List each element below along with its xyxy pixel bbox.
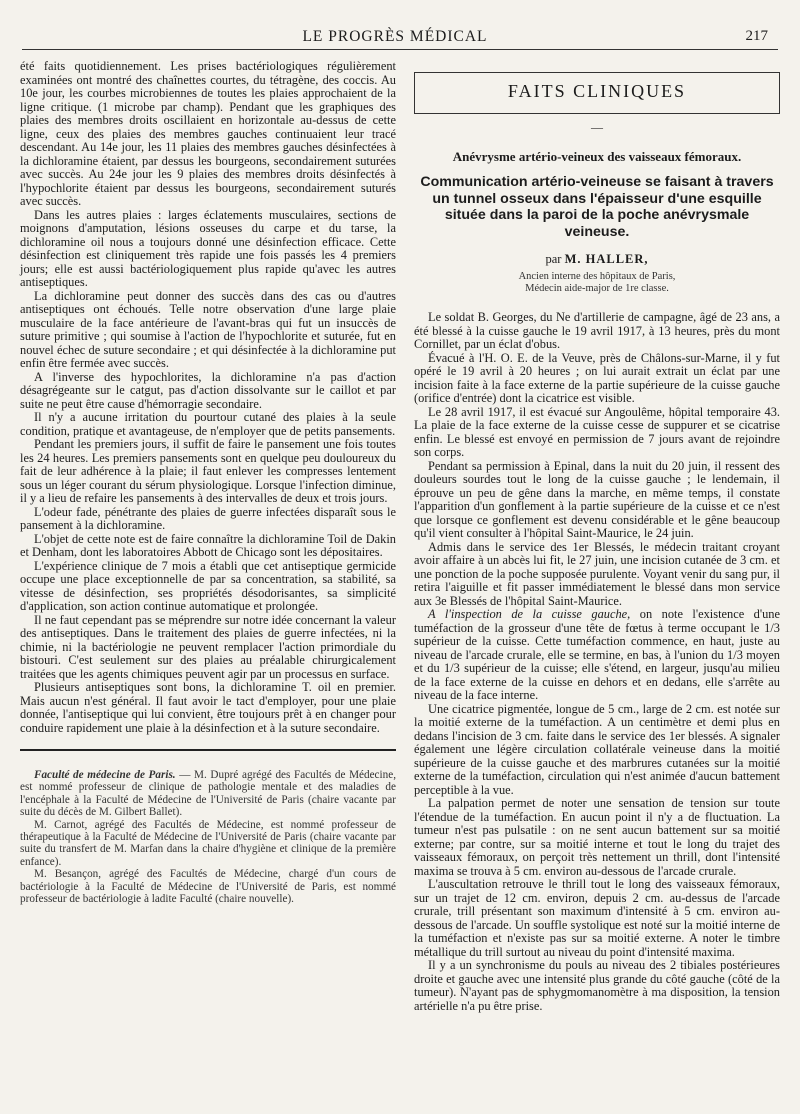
journal-title: LE PROGRÈS MÉDICAL (302, 28, 488, 45)
right-column (414, 60, 780, 1013)
paragraph: La dichloramine peut donner des succès dans des cas ou d'autres antiseptiques ont échoués. Telle notre observation d'une large plaie musculaire de la face antérieure de l'avant-bras qui fut un insuccès de suture primitive ; qui soumise à l'action de l'hypochlorite et suturée, fut en nouvel échec de suture secondaire ; et qui désinfectée à la dichloramine put enfin être fermée avec succès. (20, 288, 396, 370)
paragraph: L'objet de cette note est de faire connaître la dichloramine Toil de Dakin et Denham, dont les laboratoires Abbott de Chicago sont les dépositaires. (20, 531, 396, 559)
section-divider (20, 749, 396, 751)
credential-line: Médecin aide-major de 1re classe. (525, 283, 669, 294)
inspection-text: , on note l'existence d'une tuméfaction de la grosseur d'une tête de fœtus à terme occupant le 1/3 supérieur de la cuisse. Cette tuméfaction commence, en haut, juste au niveau de l'arcade crurale, elle se termine, en bas, à l'union du 1/3 moyen et du 1/3 supérieur de la cuisse; elle s'étend, en largeur, jusqu'au milieu de la face externe de la cuisse en dehors et en dedans, elle s'arrête au niveau de la face interne. (414, 607, 781, 702)
paragraph: Dans les autres plaies : larges éclatements musculaires, sections de moignons d'amputation, lésions osseuses du carpe et du tarse, la dichloramine oil nous a toujours donné une désinfection efficace. Cette désinfection est cliniquement très rapide une fois passés les 4 premiers jours; elle est aussi bactériologiquement plus rapide qu'avec les autres antiseptiques. (20, 207, 396, 289)
section-title: FAITS CLINIQUES (507, 81, 687, 101)
paragraph: A l'inverse des hypochlorites, la dichloramine n'a pas d'action désagrégeante sur le catgut, pas d'action dissolvante sur le caillot et par suite ne peut être cause d'hémorragie secondaire. (20, 369, 396, 411)
paragraph: L'auscultation retrouve le thrill tout le long des vaisseaux fémoraux, sur un trajet de 12 cm. environ, depuis 2 cm. au-dessus de l'arcade crurale, trill présentant son maximum d'intensité à 5 cm. environ au-dessous de l'arcade. Un souffle systolique est noté sur la moitié interne de la tuméfaction et n'existe pas sur sa moitié externe. A noter le timbre métallique du trill surtout au niveau du point d'intensité maxima. (414, 877, 780, 959)
paragraph: Pendant sa permission à Epinal, dans la nuit du 20 juin, il ressent des douleurs sourdes tout le long de la cuisse gauche ; le lendemain, il éprouve un peu de gêne dans la marche, en même temps, il constate l'apparition d'un gonflement à la partie supérieure de la cuisse et ce n'est que lorsque ce gonflement est devenu considérable et le gêne beaucoup qu'il vient consulter à l'hôpital Saint-Maurice, le 24 juin. (414, 458, 780, 540)
faculty-news: M. Carnot, agrégé des Facultés de Médecine, est nommé professeur de thérapeutique à la Faculté de Médecine de l'Université de Paris (chaire vacante par suite du transfert de M. Marfan dans la chaire d'hygiène et clinique de la première enfance). (20, 818, 396, 868)
credential-line: Ancien interne des hôpitaux de Paris, (518, 271, 676, 282)
page-number: 217 (745, 28, 768, 44)
faculty-title: Faculté de médecine de Paris. (34, 769, 176, 781)
paragraph (414, 608, 780, 703)
paragraph: Le 28 avril 1917, il est évacué sur Angoulême, hôpital temporaire 43. La plaie de la face externe de la cuisse cesse de suppurer et se cicatrise enfin. Le blessé est envoyé en permission de 7 jours avant de rejoindre son corps. (414, 404, 780, 459)
paragraph: Pendant les premiers jours, il suffit de faire le pansement une fois toutes les 24 heures. Les premiers pansements sont en quelque peu douloureux du fait de leur adhérence à la plaie; il faut enlever les compresses lentement sous un léger courant du sérum physiologique. Lorsque l'infection diminue, il y a lieu de refaire les pansements à des intervalles de deux et trois jours. (20, 437, 396, 505)
faculty-news: M. Besançon, agrégé des Facultés de Médecine, chargé d'un cours de bactériologie à la Faculté de Médecine de l'Université de Paris, est nommé professeur de bactériologie à ladite Faculté (chaire nouvelle). (20, 868, 396, 906)
header-rule (22, 49, 778, 50)
paragraph: Il y a un synchronisme du pouls au niveau des 2 tibiales postérieures droite et gauche avec une intensité plus grande du côté gauche (côté de la tumeur). N'ayant pas de sphygmomanomètre à ma disposition, la tension artérielle n'a pu être prise. (414, 958, 780, 1013)
paragraph: Il ne faut cependant pas se méprendre sur notre idée concernant la valeur des antiseptiques. Dans le traitement des plaies de guerre infectées, ni la chimie, ni la bactériologie ne peuvent remplacer l'action primordiale du bistouri. C'est seulement sur des plaies au préalable chirurgicalement traitées que les agents chimiques peuvent agir par un processus en surface. (20, 612, 396, 681)
author-prefix: par (545, 252, 565, 266)
inspection-label: A l'inspection de la cuisse gauche (428, 607, 628, 621)
section-box (414, 72, 780, 114)
paragraph: Une cicatrice pigmentée, longue de 5 cm., large de 2 cm. est notée sur la moitié externe de la tuméfaction. A un centimètre et demi plus en dedans l'incision de 3 cm. faite dans le service des 1er blessés. A signaler également une légère circulation collatérale veineuse dans la moitié supérieure de la cuisse gauche et des marbrures cutanées sur la moitié externe de la tuméfaction, circulation qui n'est animée d'aucun battement perceptible à la vue. (414, 701, 780, 797)
left-column (20, 60, 396, 905)
faculty-news (20, 769, 396, 819)
paragraph: La palpation permet de noter une sensation de tension sur toute l'étendue de la tuméfaction. En aucun point il n'y a de fluctuation. La tumeur n'est pas pulsatile : on ne sent aucun battement sur sa moitié externe; par contre, sur sa moitié interne et tout le long du trajet des vaisseaux fémoraux, on perçoit très nettement un thrill, dont l'intensité maxima se trouva à 5 cm. environ au-dessous de l'arcade crurale. (414, 796, 780, 878)
paragraph: Le soldat B. Georges, du Ne d'artillerie de campagne, âgé de 23 ans, a été blessé à la cuisse gauche le 19 avril 1917, à 13 heures, près du mont Cornillet, par un éclat d'obus. (414, 310, 780, 351)
running-header (22, 28, 768, 48)
paragraph: Plusieurs antiseptiques sont bons, la dichloramine T. oil en premier. Mais aucun n'est général. Il faut avoir le tact d'employer, pour une plaie donnée, l'antiseptique qui lui convient, être toujours prêt à en changer pour conduire rapidement une plaie à la désinfection et à la suture secondaire. (20, 680, 396, 735)
paragraph: L'expérience clinique de 7 mois a établi que cet antiseptique germicide occupe une place exceptionnelle de par sa concentration, sa stabilité, sa vitesse de désinfection, ses propriétés désodorisantes, sa simplicité d'application, son action continue automatique et prolongée. (20, 558, 396, 613)
author-credentials (414, 271, 780, 295)
article-title: Communication artério-veineuse se faisant à travers un tunnel osseux dans l'épaisseur d'une esquille située dans la paroi de la poche anévrysmale veineuse. (420, 174, 774, 240)
article-subtitle: Anévrysme artério-veineux des vaisseaux fémoraux. (452, 149, 742, 164)
paragraph: Admis dans le service des 1er Blessés, le médecin traitant croyant avoir affaire à un abcès lui fit, le 27 juin, une incision cutanée de 3 cm. et une ponction de la poche supposée purulente. Voyant venir du sang pur, il retira l'aiguille et fit passer immédiatement le blessé dans mon service aux 3e Blessés de l'hôpital Saint-Maurice. (414, 539, 780, 608)
faculty-text: — M. Dupré agrégé des Facultés de Médecine, est nommé professeur de clinique de pathologie mentale et des maladies de l'encéphale à la Faculté de Médecine de l'Université de Paris (chaire vacante par suite du décès de M. Gilbert Ballet). (20, 769, 396, 819)
title-dash: — (591, 120, 603, 134)
paragraph: été faits quotidiennement. Les prises bactériologiques régulièrement examinées ont montré des chaînettes courtes, du tétragène, des coccis. Au 10e jour, les courbes microbiennes de toutes les plaies approchaient de la ligne critique. (1 microbe par champ). Pendant que les graphiques des plaies des membres droits oscillaient en horizontale au-dessus de cette ligne, ceux des plaies des membres gauches continuaient leur tracé descendant. Au 14e jour, les 11 plaies des membres gauches désinfectées à la dichloramine étaient, par dessus les bourgeons, secondairement suturées avec succès. Au 24e jour les 9 plaies des membres droits désinfectés à l'hypochlorite étaient par dessus les bourgeons, secondairement suturés avec succès. (20, 59, 396, 208)
paragraph: L'odeur fade, pénétrante des plaies de guerre infectées disparaît sous le pansement à la dichloramine. (20, 504, 396, 532)
author-name: M. HALLER, (564, 252, 649, 266)
author-line (414, 252, 780, 267)
paragraph: Évacué à l'H. O. E. de la Veuve, près de Châlons-sur-Marne, il y fut opéré le 19 avril à 20 heures ; on lui aurait extrait un éclat par une incision faite à la face externe de la partie supérieure de la cuisse gauche (orifice d'entrée) dont la cicatrice est visible. (414, 350, 780, 405)
paragraph: Il n'y a aucune irritation du pourtour cutané des plaies à la seule condition, pratique et avantageuse, de n'employer que de petits pansements. (20, 410, 396, 438)
